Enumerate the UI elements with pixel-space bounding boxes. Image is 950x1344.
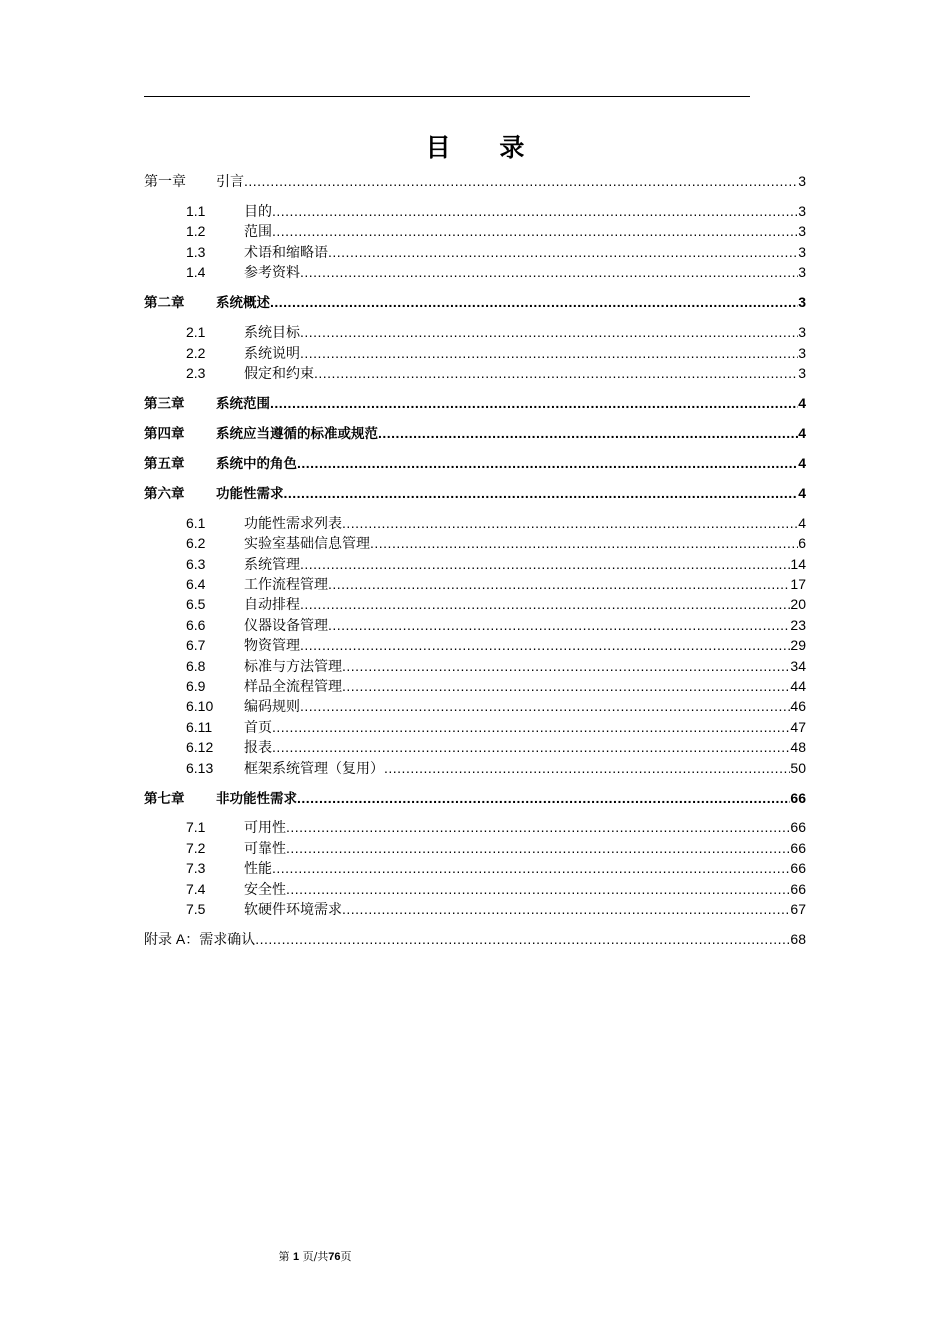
toc-entry-page: 3 (798, 173, 806, 189)
toc-entry-number: 6.9 (186, 677, 206, 694)
toc-dot-leader (300, 343, 798, 363)
toc-dot-leader (378, 423, 798, 443)
toc-entry-page: 17 (790, 576, 806, 592)
toc-entry-page: 66 (790, 860, 806, 877)
toc-entry-number: 6.11 (186, 718, 213, 735)
toc-entry-page: 3 (798, 324, 806, 341)
toc-entry-page: 68 (790, 931, 806, 948)
table-of-contents (144, 171, 806, 949)
toc-entry-number: 7.2 (186, 839, 206, 856)
toc-entry-number: 第六章 (144, 485, 185, 502)
toc-entry-title: 可用性 (244, 820, 286, 837)
toc-dot-leader (370, 533, 798, 553)
toc-entry-page: 29 (790, 637, 806, 654)
toc-entry[interactable] (144, 554, 806, 574)
toc-entry-page: 4 (798, 484, 806, 501)
toc-entry[interactable] (144, 242, 806, 262)
toc-entry[interactable] (144, 696, 806, 716)
toc-dot-leader (272, 201, 798, 221)
toc-dot-leader (272, 737, 790, 757)
toc-dot-leader (314, 363, 798, 383)
toc-dot-leader (272, 858, 790, 878)
toc-dot-leader (286, 817, 790, 837)
footer-total-pages: 76 (328, 1251, 341, 1263)
toc-entry[interactable] (144, 758, 806, 778)
toc-entry[interactable] (144, 513, 806, 533)
toc-entry-title: 功能性需求 (216, 485, 284, 502)
toc-entry-title: 编码规则 (244, 699, 300, 716)
toc-entry[interactable] (144, 656, 806, 676)
toc-entry-title: 标准与方法管理 (244, 658, 342, 675)
toc-dot-leader (328, 574, 790, 594)
toc-entry-title: 安全性 (244, 881, 286, 898)
toc-entry-page: 6 (798, 535, 806, 552)
toc-entry-title: 工作流程管理 (244, 577, 328, 593)
toc-entry-number: 6.8 (186, 657, 206, 674)
toc-entry-title: 参考资料 (244, 265, 300, 282)
toc-entry-title: 软硬件环境需求 (244, 902, 342, 919)
toc-dot-leader (384, 758, 790, 778)
toc-entry-number: 7.5 (186, 901, 206, 918)
toc-entry[interactable] (144, 717, 806, 737)
toc-dot-leader (272, 221, 798, 241)
toc-dot-leader (300, 696, 790, 716)
toc-entry-number: 6.12 (186, 739, 214, 756)
toc-dot-leader (300, 262, 798, 282)
footer-middle: 页/共 (299, 1250, 329, 1263)
toc-entry[interactable] (144, 817, 806, 837)
toc-entry-title: 术语和缩略语 (244, 244, 328, 261)
toc-entry-title: 范围 (244, 224, 272, 241)
toc-entry-number: 7.1 (186, 819, 206, 836)
toc-entry-title: 目的 (244, 203, 272, 220)
toc-entry-number: 第五章 (144, 455, 185, 472)
toc-entry-number: 6.1 (186, 514, 206, 531)
toc-entry[interactable] (144, 322, 806, 342)
toc-entry-title: 需求确认 (199, 932, 256, 949)
toc-entry-title: 可靠性 (244, 840, 286, 857)
toc-entry-number: 1.2 (186, 223, 206, 240)
toc-entry-title: 仪器设备管理 (244, 617, 328, 634)
toc-dot-leader (272, 717, 790, 737)
toc-entry[interactable] (144, 788, 806, 808)
toc-dot-leader (297, 788, 790, 808)
toc-entry-page: 66 (790, 880, 806, 897)
toc-entry-title: 系统目标 (244, 325, 300, 342)
toc-entry-title: 性能 (244, 861, 272, 878)
toc-entry-number: 7.4 (186, 880, 206, 897)
toc-entry-number: 第二章 (144, 295, 185, 312)
toc-dot-leader (300, 594, 790, 614)
header-rule (144, 96, 750, 97)
toc-entry-title: 假定和约束 (244, 365, 314, 382)
toc-dot-leader (300, 322, 798, 342)
toc-entry[interactable] (144, 615, 806, 635)
toc-entry[interactable] (144, 879, 806, 899)
toc-entry-number: 6.5 (186, 596, 206, 613)
toc-entry-title: 报表 (244, 740, 272, 757)
toc-entry[interactable] (144, 171, 806, 191)
toc-entry-page: 50 (790, 759, 806, 776)
toc-entry[interactable] (144, 221, 806, 241)
toc-entry-number: 6.2 (186, 535, 206, 552)
toc-dot-leader (297, 453, 798, 473)
toc-entry-title: 系统管理 (244, 556, 300, 573)
toc-entry-page: 3 (798, 202, 806, 219)
toc-entry-number: 6.4 (186, 576, 206, 592)
toc-entry[interactable] (144, 574, 806, 594)
toc-dot-leader (270, 292, 798, 312)
toc-dot-leader (284, 483, 799, 503)
toc-entry-title: 样品全流程管理 (244, 678, 342, 695)
toc-entry[interactable] (144, 363, 806, 383)
toc-entry-page: 48 (790, 739, 806, 756)
toc-entry-number: 2.3 (186, 364, 206, 381)
footer-suffix: 页 (340, 1250, 352, 1263)
toc-entry-page: 3 (798, 264, 806, 281)
toc-dot-leader (342, 656, 790, 676)
toc-entry-title: 自动排程 (244, 597, 300, 614)
toc-entry-page: 20 (790, 596, 806, 613)
toc-entry-title: 框架系统管理（复用） (244, 760, 384, 777)
toc-entry-title: 系统概述 (216, 295, 270, 312)
toc-entry-page: 47 (790, 718, 806, 735)
page-title: 目 录 (425, 133, 545, 162)
toc-entry-number: 7.3 (186, 860, 206, 877)
toc-entry-number: 6.13 (186, 759, 214, 776)
toc-entry-title: 系统中的角色 (216, 455, 297, 472)
toc-entry-page: 3 (798, 243, 806, 260)
toc-dot-leader (342, 899, 790, 919)
toc-entry[interactable] (144, 393, 806, 413)
toc-entry[interactable] (144, 676, 806, 696)
toc-entry-number: 第三章 (144, 395, 185, 412)
toc-entry[interactable] (144, 533, 806, 553)
toc-dot-leader (342, 676, 790, 696)
toc-entry-title: 系统应当遵循的标准或规范 (216, 425, 378, 442)
toc-entry[interactable] (144, 453, 806, 473)
toc-entry-title: 功能性需求列表 (244, 515, 342, 532)
toc-entry-number: 2.2 (186, 344, 206, 361)
footer-prefix: 第 (278, 1250, 293, 1263)
toc-entry-number: 1.4 (186, 264, 206, 281)
toc-entry-page: 4 (798, 454, 806, 471)
toc-entry-number: 1.3 (186, 243, 206, 260)
toc-dot-leader (255, 929, 790, 949)
toc-entry-title: 首页 (244, 719, 272, 736)
toc-entry-page: 66 (790, 819, 806, 836)
toc-entry-page: 3 (798, 364, 806, 381)
toc-entry-title: 引言 (216, 174, 244, 190)
toc-entry[interactable] (144, 343, 806, 363)
toc-entry-title: 实验室基础信息管理 (244, 536, 370, 553)
toc-dot-leader (270, 393, 798, 413)
toc-entry-page: 4 (798, 424, 806, 441)
toc-entry-page: 23 (790, 616, 806, 633)
toc-entry[interactable] (144, 737, 806, 757)
toc-dot-leader (300, 554, 790, 574)
toc-entry-page: 3 (798, 294, 806, 311)
toc-entry-number: 附录 A： (144, 931, 200, 948)
toc-entry-page: 66 (790, 839, 806, 856)
toc-entry-number: 6.3 (186, 555, 206, 572)
toc-dot-leader (328, 615, 790, 635)
toc-entry[interactable] (144, 201, 806, 221)
toc-entry-number: 6.10 (186, 698, 214, 715)
toc-entry[interactable] (144, 899, 806, 919)
toc-entry-title: 系统范围 (216, 395, 270, 412)
toc-dot-leader (328, 242, 798, 262)
toc-dot-leader (244, 171, 798, 191)
toc-entry[interactable] (144, 635, 806, 655)
toc-entry-page: 44 (790, 677, 806, 694)
toc-entry-page: 66 (790, 789, 806, 806)
toc-entry-page: 14 (790, 555, 806, 572)
toc-entry-number: 2.1 (186, 324, 206, 341)
page-footer (0, 1250, 630, 1264)
toc-entry-page: 34 (790, 657, 806, 674)
toc-entry[interactable] (144, 858, 806, 878)
toc-entry-page: 4 (798, 514, 806, 531)
toc-entry-page: 67 (790, 901, 806, 918)
toc-entry-number: 第四章 (144, 425, 185, 442)
toc-entry[interactable] (144, 929, 806, 949)
toc-entry-title: 非功能性需求 (216, 790, 297, 807)
toc-dot-leader (286, 838, 790, 858)
toc-entry[interactable] (144, 483, 806, 503)
toc-entry-number: 6.6 (186, 616, 206, 633)
toc-entry-number: 6.7 (186, 637, 206, 654)
toc-entry-title: 物资管理 (244, 638, 300, 655)
toc-entry-title: 系统说明 (244, 345, 300, 362)
toc-entry-page: 3 (798, 223, 806, 240)
toc-entry[interactable] (144, 594, 806, 614)
toc-entry[interactable] (144, 423, 806, 443)
toc-entry-number: 1.1 (186, 202, 206, 219)
toc-entry[interactable] (144, 838, 806, 858)
toc-entry-page: 3 (798, 344, 806, 361)
toc-entry-page: 4 (798, 394, 806, 411)
toc-dot-leader (300, 635, 790, 655)
toc-entry[interactable] (144, 262, 806, 282)
toc-entry-number: 第一章 (144, 173, 186, 189)
toc-entry-number: 第七章 (144, 790, 185, 807)
footer-current-page: 1 (292, 1251, 300, 1263)
toc-entry-page: 46 (790, 698, 806, 715)
toc-entry[interactable] (144, 292, 806, 312)
toc-dot-leader (286, 879, 790, 899)
toc-dot-leader (342, 513, 798, 533)
